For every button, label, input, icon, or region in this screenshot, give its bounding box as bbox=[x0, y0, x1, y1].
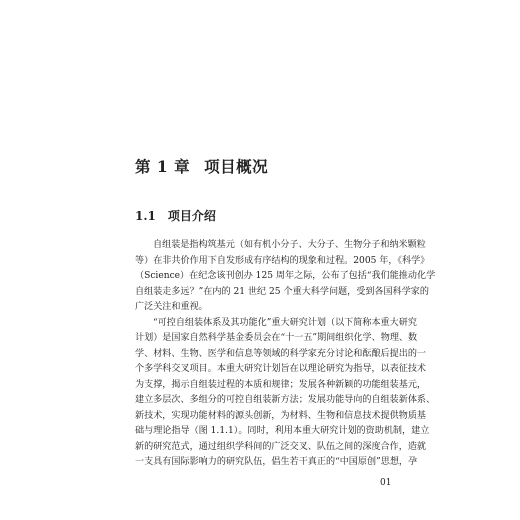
text-line: 为支撑，揭示自组装过程的本质和规律；发展各种新颖的功能组装基元， bbox=[135, 379, 427, 390]
body-text bbox=[135, 238, 436, 471]
text-line: “可控自组装体系及其功能化”重大研究计划（以下简称本重大研究 bbox=[153, 317, 417, 328]
page-number: 01 bbox=[380, 478, 392, 488]
section-title: 项目介绍 bbox=[167, 209, 216, 223]
text-line: 一支具有国际影响力的研究队伍，倡生若干真正的“中国原创”思想，孕 bbox=[135, 457, 418, 467]
text-line: 等）在非共价作用下自发形成有序结构的现象和过程。2005 年，《科学》 bbox=[135, 255, 430, 266]
text-line: 新技术，实现功能材料的源头创新，为材料、生物和信息技术提供物质基 bbox=[135, 410, 427, 421]
chapter-heading bbox=[135, 155, 268, 177]
text-line: 础与理论指导（图 1.1.1）。同时，利用本重大研究计划的资助机制，建立 bbox=[135, 426, 430, 436]
text-line: （Science）在纪念该刊创办 125 周年之际，公布了包括“我们能推动化学 bbox=[135, 271, 436, 281]
chapter-number: 第 1 章 bbox=[135, 157, 191, 176]
text-line: 计划）是国家自然科学基金委员会在“十一五”期间组织化学、物理、数 bbox=[135, 333, 418, 343]
text-line: 建立多层次、多组分的可控自组装新方法；发展功能导向的自组装新体系、 bbox=[135, 395, 436, 405]
text-line: 个多学科交叉项目。本重大研究计划旨在以理论研究为指导，以表征技术 bbox=[135, 364, 427, 374]
section-number: 1.1 bbox=[135, 209, 156, 223]
text-line: 自组装是指构筑基元（如有机小分子、大分子、生物分子和纳米颗粒 bbox=[153, 240, 426, 250]
text-line: 广泛关注和重视。 bbox=[135, 302, 208, 312]
section-heading bbox=[135, 207, 216, 224]
chapter-title: 项目概况 bbox=[204, 157, 269, 176]
text-line: 学、材料、生物、医学和信息等领域的科学家充分讨论和酝酿后提出的一 bbox=[135, 348, 427, 359]
text-line: 新的研究范式，通过组织学科间的广泛交叉、队伍之间的深度合作，造就 bbox=[135, 441, 427, 452]
text-line: 自组装走多远？”在内的 21 世纪 25 个重大科学问题，受到各国科学家的 bbox=[135, 286, 429, 297]
